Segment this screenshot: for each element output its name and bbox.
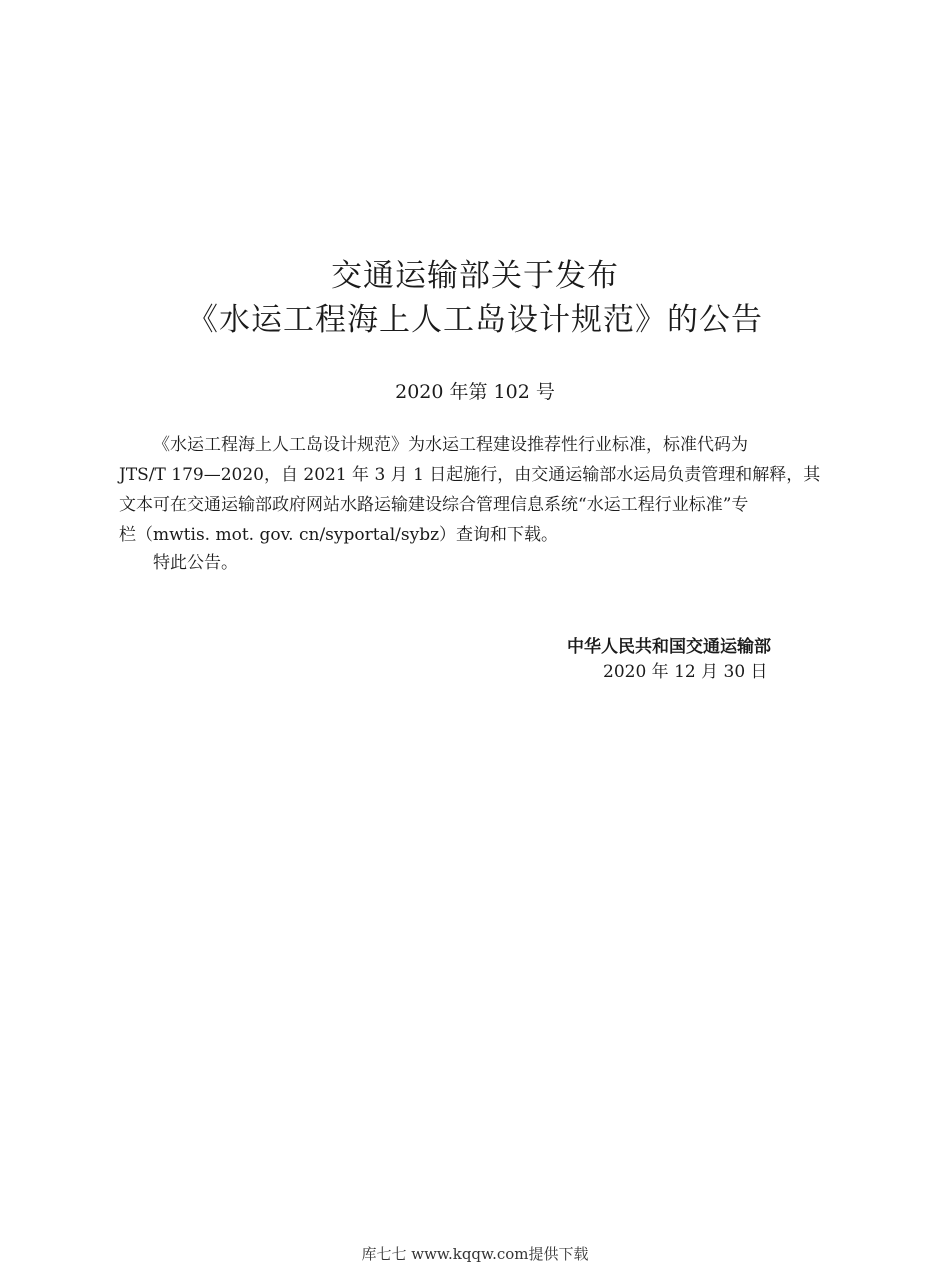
body-line: 《水运工程海上人工岛设计规范》为水运工程建设推荐性行业标准，标准代码为 xyxy=(153,435,748,455)
issue-date: 2020 年 12 月 30 日 xyxy=(603,662,768,682)
body-line: 栏（mwtis. mot. gov. cn/syportal/sybz）查询和下载。 xyxy=(119,525,559,545)
body-line: 文本可在交通运输部政府网站水路运输建设综合管理信息系统“水运工程行业标准”专 xyxy=(119,495,749,515)
closing-remark: 特此公告。 xyxy=(153,553,238,573)
issue-number: 2020 年第 102 号 xyxy=(395,381,555,403)
notice-title-line2: 《水运工程海上人工岛设计规范》的公告 xyxy=(187,302,763,338)
notice-title-line1: 交通运输部关于发布 xyxy=(331,258,619,294)
issuing-authority: 中华人民共和国交通运输部 xyxy=(567,637,771,657)
footer-source: 库七七 www.kqqw.com提供下载 xyxy=(361,1245,589,1263)
notice-body xyxy=(119,430,831,550)
body-line: JTS/T 179—2020，自 2021 年 3 月 1 日起施行，由交通运输部水运局负责管理和解释，其 xyxy=(119,465,821,485)
